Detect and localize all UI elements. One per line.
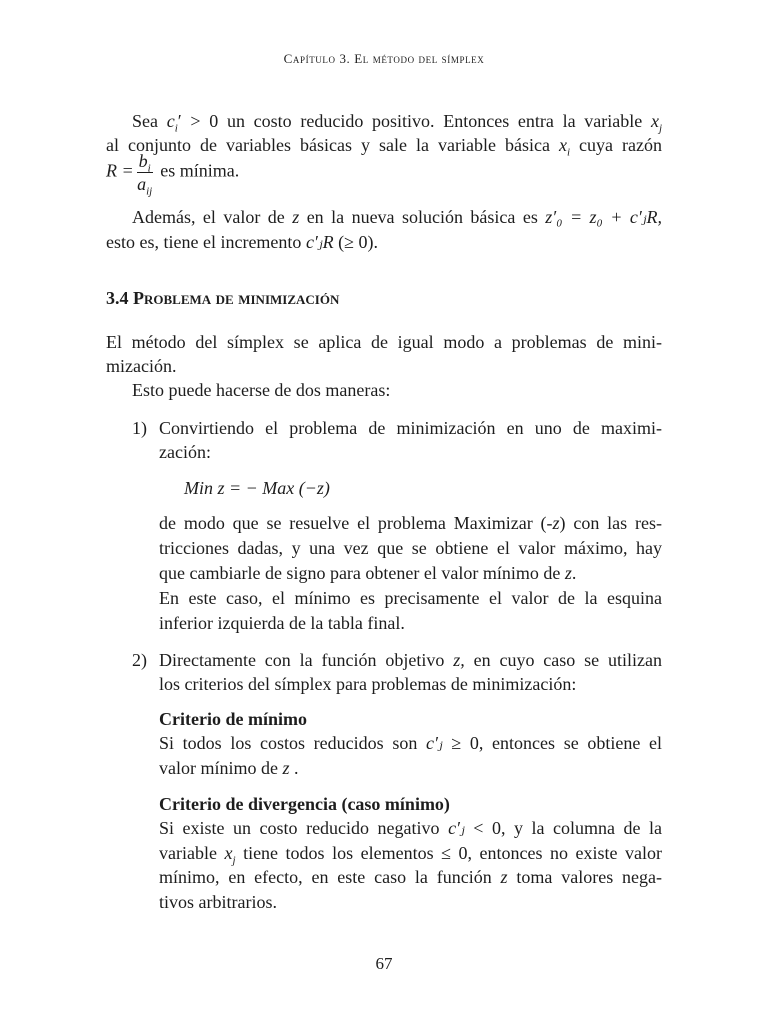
item1-line3: de modo que se resuelve el problema Maximizar (-z) con las res- (159, 513, 662, 533)
para2-line2: esto es, tiene el incremento c′ⱼR (≥ 0). (106, 232, 378, 252)
section-heading: 3.4 Problema de minimización (106, 288, 340, 308)
item1-line4: tricciones dadas, y una vez que se obtiene el valor máximo, hay (159, 538, 662, 558)
para2-line1: Además, el valor de z en la nueva solución básica es z′₀ = z₀ + c′ⱼR, (132, 207, 663, 227)
para1-line3: R = $\frac{b_i}{a_{ij}}$ es mínima. (106, 151, 240, 198)
para1-line1: Sea $c_i' > 0$ un costo reducido positivo. Entonces entra la variable $x_j$ (132, 111, 663, 135)
item1-formula: Min z = − Max (−z) (184, 478, 330, 498)
item1-line1: Convirtiendo el problema de minimización en uno de maximi- (159, 418, 662, 438)
item1-line2: zación: (159, 442, 211, 462)
criterion-div-line4: tivos arbitrarios. (159, 892, 277, 912)
criterion-min-title: Criterio de mínimo (159, 709, 307, 729)
item2-line2: los criterios del símplex para problemas de minimización: (159, 674, 577, 694)
item2-line1: Directamente con la función objetivo z, en cuyo caso se utilizan (159, 650, 662, 670)
item1-marker: 1) (132, 418, 147, 438)
criterion-div-line1: Si existe un costo reducido negativo c′ⱼ < 0, y la columna de la (159, 818, 662, 838)
criterion-min-line2: valor mínimo de z . (159, 758, 299, 778)
item1-line7: inferior izquierda de la tabla final. (159, 613, 405, 633)
para3-line3: Esto puede hacerse de dos maneras: (132, 380, 391, 400)
para1-line2: al conjunto de variables básicas y sale la variable básica $x_i$ cuya razón (106, 135, 662, 159)
criterion-div-line2: variable $x_j$ tiene todos los elementos ≤ 0, entonces no existe valor (159, 843, 662, 867)
criterion-div-title: Criterio de divergencia (caso mínimo) (159, 794, 450, 814)
criterion-div-line3: mínimo, en efecto, en este caso la función z toma valores nega- (159, 867, 662, 887)
item2-marker: 2) (132, 650, 147, 670)
page-number: 67 (375, 954, 393, 973)
para3-line1: El método del símplex se aplica de igual modo a problemas de mini- (106, 332, 662, 352)
criterion-min-line1: Si todos los costos reducidos son c′ⱼ ≥ 0, entonces se obtiene el (159, 733, 662, 753)
para3-line2: mización. (106, 356, 177, 376)
ratio-fraction: $\frac{b_i}{a_{ij}}$ (137, 151, 153, 198)
running-header: Capítulo 3. El método del símplex (283, 51, 485, 66)
item1-line5: que cambiarle de signo para obtener el valor mínimo de z. (159, 563, 577, 583)
item1-line6: En este caso, el mínimo es precisamente el valor de la esquina (159, 588, 662, 608)
